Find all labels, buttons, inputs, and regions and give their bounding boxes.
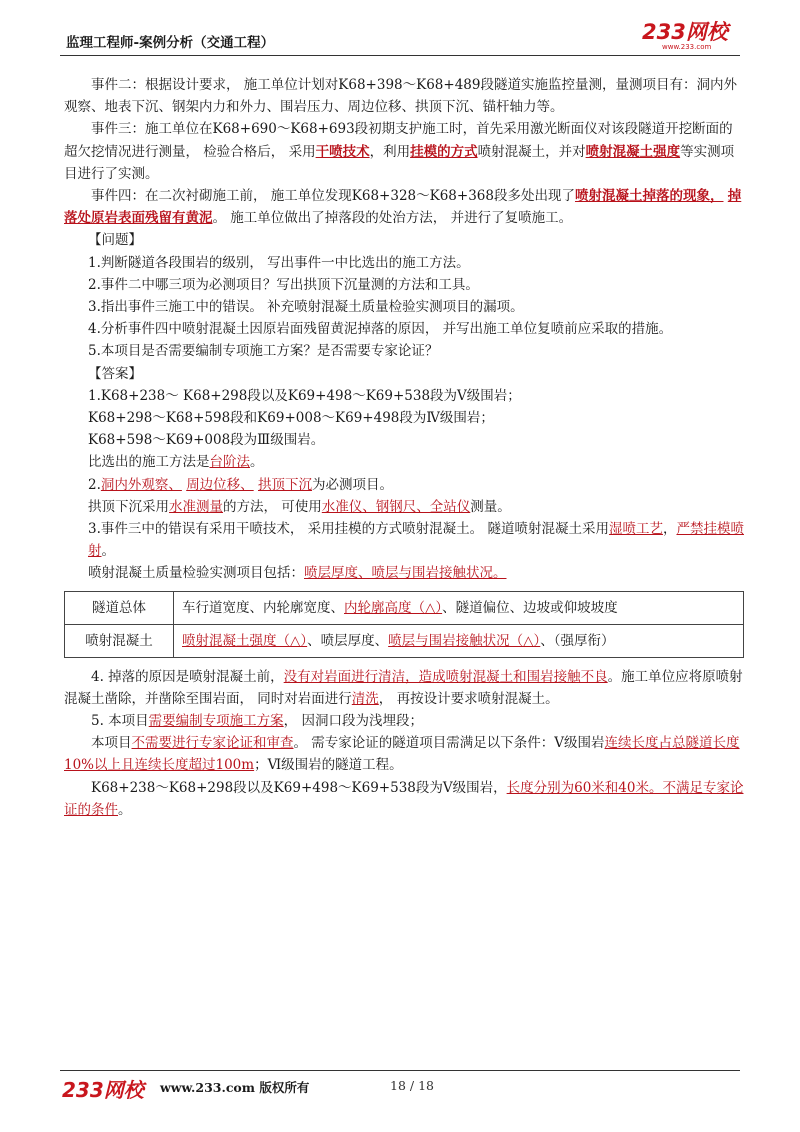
question-1: 1.判断隧道各段围岩的级别， 写出事件一中比选出的施工方法。 <box>88 254 470 271</box>
footer-site: www.233.com 版权所有 <box>160 1080 310 1095</box>
brand-logo <box>642 22 742 52</box>
highlight-perimeter: 周边位移、 <box>186 476 254 493</box>
document-header-title: 监理工程师-案例分析（交通工程） <box>66 35 275 51</box>
inspection-table <box>64 591 744 658</box>
table-cell-label: 隧道总体 <box>65 591 174 624</box>
answer-3-line-1: 3.事件三中的错误有采用干喷技术， 采用挂模的方式喷射混凝土。 隧道喷射混凝土采用湿喷工艺，严禁挂模喷射。 <box>88 521 744 560</box>
highlight-bench-method: 台阶法 <box>209 454 250 471</box>
answer-2-line-1: 2.洞内外观察、 周边位移、 拱顶下沉为必测项目。 <box>88 476 393 493</box>
question-3: 3.指出事件三施工中的错误。 补充喷射混凝土质量检验实测项目的漏项。 <box>88 299 524 316</box>
event-2-paragraph: 事件二：根据设计要求， 施工单位计划对K68+398～K68+489段隧道实施监控量测，量测项目有：洞内外观察、地表下沉、钢架内力和外力、围岩压力、周边位移、拱顶下沉、锚杆轴力等。 <box>64 77 737 116</box>
table-row <box>65 624 744 657</box>
header-divider <box>60 55 740 56</box>
highlight-concrete-strength: 喷射混凝土强度 <box>585 143 681 160</box>
highlight-special-plan: 需要编制专项施工方案 <box>148 713 284 730</box>
highlight-length-condition: 连续长度占总隧道长度10%以上且连续长度超过100m <box>64 735 740 774</box>
question-5: 5.本项目是否需要编制专项施工方案？是否需要专家论证？ <box>88 343 439 360</box>
highlight-instruments: 水准仪、钢钢尺、全站仪 <box>321 498 471 515</box>
document-body <box>64 74 744 821</box>
highlight-leveling: 水准测量 <box>169 498 223 515</box>
answers-heading: 【答案】 <box>88 365 142 382</box>
highlight-formwork: 挂模的方式 <box>410 143 478 160</box>
question-4: 4.分析事件四中喷射混凝土因原岩面残留黄泥掉落的原因， 并写出施工单位复喷前应采取的措施。 <box>88 321 673 338</box>
highlight-no-expert-review: 不需要进行专家论证和审查 <box>131 735 294 752</box>
table-cell-label: 喷射混凝土 <box>65 624 174 657</box>
question-2: 2.事件二中哪三项为必测项目？写出拱顶下沉量测的方法和工具。 <box>88 276 479 293</box>
highlight-contour-height: 内轮廓高度（△） <box>344 599 443 616</box>
highlight-wet-spray: 湿喷工艺 <box>608 521 663 538</box>
answer-2-line-2: 拱顶下沉采用水准测量的方法， 可使用水准仪、钢钢尺、全站仪测量。 <box>88 498 511 515</box>
answer-1-line-4: 比选出的施工方法是台阶法。 <box>88 454 264 471</box>
page-number: 18 / 18 <box>390 1078 434 1093</box>
questions-heading: 【问题】 <box>88 232 142 249</box>
highlight-contact: 喷层与围岩接触状况（△） <box>388 632 541 649</box>
highlight-dry-spray: 干喷技术 <box>315 143 370 160</box>
footer-divider <box>60 1070 740 1071</box>
highlight-yellow-mud: 掉落处原岩表面残留有黄泥 <box>64 188 742 227</box>
answer-5-line-2: 本项目不需要进行专家论证和审查。 需专家论证的隧道项目需满足以下条件：Ⅴ级围岩连续长度占总隧道长度10%以上且连续长度超过100m；Ⅵ级围岩的隧道工程。 <box>64 735 740 774</box>
event-4-paragraph: 事件四：在二次衬砌施工前， 施工单位发现K68+328～K68+368段多处出现了喷射混凝土掉落的现象， 掉落处原岩表面残留有黄泥。 施工单位做出了掉落段的处治方法， 并进行了复喷施工。 <box>64 188 742 227</box>
answer-1-line-3: K68+598～K69+008段为Ⅲ级围岩。 <box>88 432 325 449</box>
table-cell-items: 车行道宽度、内轮廓宽度、内轮廓高度（△）、隧道偏位、边坡或仰坡坡度 <box>174 591 744 624</box>
highlight-concrete-falling: 喷射混凝土掉落的现象， <box>574 188 724 205</box>
footer-logo: 233网校 <box>62 1078 144 1102</box>
answer-3-line-2: 喷射混凝土质量检验实测项目包括：喷层厚度、喷层与围岩接触状况。 <box>88 565 507 582</box>
answer-1-line-1: 1.K68+238～ K68+298段以及K69+498～K69+538段为Ⅴ级围岩； <box>88 387 521 404</box>
highlight-lengths: 长度分别为60米和40米。不满足专家论证的条件 <box>64 779 744 818</box>
highlight-washing: 清洗 <box>351 690 379 707</box>
highlight-missing-items: 喷层厚度、喷层与围岩接触状况。 <box>304 565 507 582</box>
event-3-paragraph: 事件三：施工单位在K68+690～K68+693段初期支护施工时，首先采用激光断面仪对该段隧道开挖断面的超欠挖情况进行测量， 检验合格后， 采用干喷技术，利用挂模的方式喷射混凝土，并对喷射混凝土强度等实测项目进行了实测。 <box>64 121 735 182</box>
answer-1-line-2: K68+298～K68+598段和K69+008～K69+498段为Ⅳ级围岩； <box>88 410 494 427</box>
answer-5-line-3: K68+238～K68+298段以及K69+498～K69+538段为Ⅴ级围岩，长度分别为60米和40米。不满足专家论证的条件。 <box>64 779 744 818</box>
table-row <box>65 591 744 624</box>
highlight-crown-settlement: 拱顶下沉 <box>257 476 312 493</box>
brand-logo-url: www.233.com <box>662 43 712 51</box>
highlight-observation: 洞内外观察、 <box>100 476 182 493</box>
answer-5-line-1: 5. 本项目需要编制专项施工方案， 因洞口段为浅埋段； <box>91 713 423 730</box>
highlight-no-cleaning: 没有对岩面进行清洁，造成喷射混凝土和围岩接触不良 <box>283 668 608 685</box>
highlight-no-formwork: 严禁挂模喷射 <box>88 521 744 560</box>
answer-4-paragraph: 4. 掉落的原因是喷射混凝土前，没有对岩面进行清洁，造成喷射混凝土和围岩接触不良。施工单位应将原喷射混凝土凿除，并凿除至围岩面， 同时对岩面进行清洗， 再按设计要求喷射混凝土。 <box>64 668 743 707</box>
table-cell-items: 喷射混凝土强度（△）、喷层厚度、喷层与围岩接触状况（△）、（强厚衔） <box>174 624 744 657</box>
brand-logo-text: 233网校 <box>642 20 728 44</box>
highlight-strength: 喷射混凝土强度（△） <box>182 632 308 649</box>
